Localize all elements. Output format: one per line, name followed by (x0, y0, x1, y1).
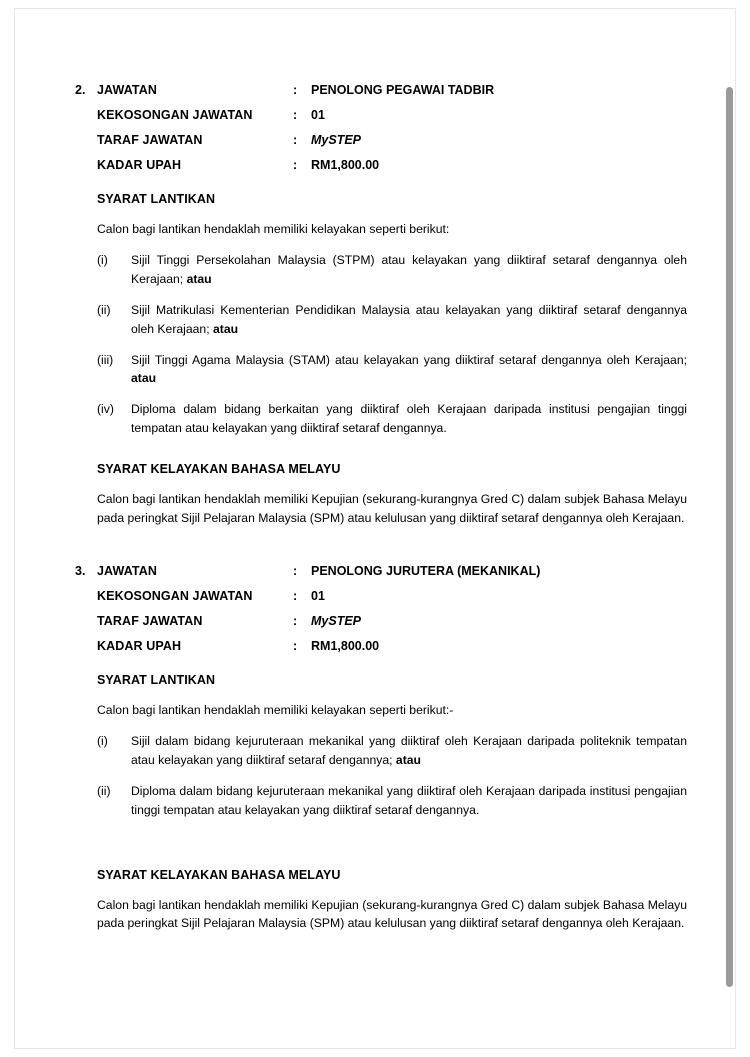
field-label: KEKOSONGAN JAWATAN (97, 108, 253, 122)
section-intro-text: Calon bagi lantikan hendaklah memiliki kelayakan seperti berikut:- (97, 702, 454, 717)
job-entry (61, 83, 691, 528)
list-marker: (i) (97, 252, 108, 267)
field-label: TARAF JAWATAN (97, 613, 203, 628)
field-row (61, 133, 691, 147)
list-item (97, 732, 691, 770)
list-item-text (131, 251, 691, 289)
list-item-text (131, 400, 691, 438)
list-marker: (ii) (97, 783, 111, 798)
document-page (14, 8, 736, 1049)
bahasa-melayu-text: Calon bagi lantikan hendaklah memiliki Kepujian (sekurang-kurangnya Gred C) dalam subjek Bahasa Melayu pada peringkat Sijil Pelajaran Malaysia (SPM) atau kelulusan yang diiktiraf setaraf dengannya oleh Kerajaan. (97, 492, 687, 526)
field-row (61, 564, 691, 578)
list-item-emphasis: atau (131, 371, 157, 386)
field-row (61, 614, 691, 628)
field-value: RM1,800.00 (311, 638, 380, 653)
list-item-text (131, 301, 691, 339)
list-item-text (131, 782, 691, 820)
entry-number: 2. (75, 83, 86, 97)
field-label: JAWATAN (97, 83, 157, 97)
section-heading-bahasa-melayu: SYARAT KELAYAKAN BAHASA MELAYU (97, 462, 341, 477)
field-row (61, 158, 691, 172)
list-item (97, 301, 691, 339)
list-marker: (iii) (97, 352, 114, 367)
list-item-body: Sijil Matrikulasi Kementerian Pendidikan Malaysia atau kelayakan yang diiktiraf setaraf dengannya oleh Kerajaan; (131, 302, 687, 336)
list-marker: (i) (97, 733, 108, 748)
job-entry (61, 564, 691, 933)
field-colon: : (293, 588, 298, 603)
field-row (61, 639, 691, 653)
field-label: KEKOSONGAN JAWATAN (97, 588, 253, 603)
field-value: 01 (311, 588, 325, 603)
field-value: MySTEP (311, 613, 362, 628)
field-colon: : (293, 158, 298, 172)
list-item-emphasis: atau (395, 752, 421, 767)
bahasa-melayu-text: Calon bagi lantikan hendaklah memiliki Kepujian (sekurang-kurangnya Gred C) dalam subjek Bahasa Melayu pada peringkat Sijil Pelajaran Malaysia (SPM) atau kelulusan yang diiktiraf setaraf dengannya oleh Kerajaan. (97, 897, 687, 931)
list-item (97, 782, 691, 820)
field-value: PENOLONG PEGAWAI TADBIR (311, 83, 495, 97)
list-item-body: Diploma dalam bidang kejuruteraan mekanikal yang diiktiraf oleh Kerajaan daripada institusi pengajian tinggi tempatan atau kelayakan yang diiktiraf setaraf dengannya. (131, 783, 687, 817)
list-item-body: Sijil Tinggi Persekolahan Malaysia (STPM) atau kelayakan yang diiktiraf setaraf dengannya oleh Kerajaan; (131, 252, 687, 286)
field-label: KADAR UPAH (97, 158, 182, 172)
field-value: RM1,800.00 (311, 158, 380, 172)
field-colon: : (293, 638, 298, 653)
list-item-emphasis: atau (213, 321, 239, 336)
field-value: MySTEP (311, 133, 362, 147)
qualification-list (97, 732, 691, 820)
list-item-body: Diploma dalam bidang berkaitan yang diiktiraf oleh Kerajaan daripada institusi pengajian tinggi tempatan atau kelayakan yang diiktiraf setaraf dengannya. (131, 402, 687, 436)
vertical-scrollbar[interactable] (726, 87, 733, 987)
field-colon: : (293, 613, 298, 628)
field-row (61, 83, 691, 97)
list-marker: (ii) (97, 302, 111, 317)
entry-number: 3. (75, 563, 86, 578)
list-item-text (131, 732, 691, 770)
qualification-list (97, 251, 691, 438)
section-intro-text: Calon bagi lantikan hendaklah memiliki kelayakan seperti berikut: (97, 222, 450, 236)
list-item (97, 251, 691, 289)
list-item-text (131, 351, 691, 389)
field-label: TARAF JAWATAN (97, 133, 203, 147)
field-row (61, 589, 691, 603)
list-item-body: Sijil dalam bidang kejuruteraan mekanikal yang diiktiraf oleh Kerajaan daripada politeknik tempatan atau kelayakan yang diiktiraf setaraf dengannya; (131, 733, 687, 767)
field-row (61, 108, 691, 122)
section-heading-syarat-lantikan: SYARAT LANTIKAN (97, 192, 216, 206)
list-item-emphasis: atau (186, 271, 212, 286)
section-heading-bahasa-melayu: SYARAT KELAYAKAN BAHASA MELAYU (97, 867, 341, 882)
field-label: KADAR UPAH (97, 638, 182, 653)
list-item (97, 351, 691, 389)
field-value: 01 (311, 108, 325, 122)
field-colon: : (293, 563, 298, 578)
field-label: JAWATAN (97, 563, 157, 578)
list-item-body: Sijil Tinggi Agama Malaysia (STAM) atau kelayakan yang diiktiraf setaraf dengannya oleh Kerajaan; (131, 352, 687, 367)
field-colon: : (293, 108, 298, 122)
document-content (15, 9, 736, 945)
section-heading-syarat-lantikan: SYARAT LANTIKAN (97, 672, 216, 687)
field-colon: : (293, 83, 298, 97)
list-marker: (iv) (97, 402, 114, 417)
spacer (61, 832, 691, 848)
list-item (97, 400, 691, 438)
field-value: PENOLONG JURUTERA (MEKANIKAL) (311, 563, 541, 578)
field-colon: : (293, 133, 298, 147)
